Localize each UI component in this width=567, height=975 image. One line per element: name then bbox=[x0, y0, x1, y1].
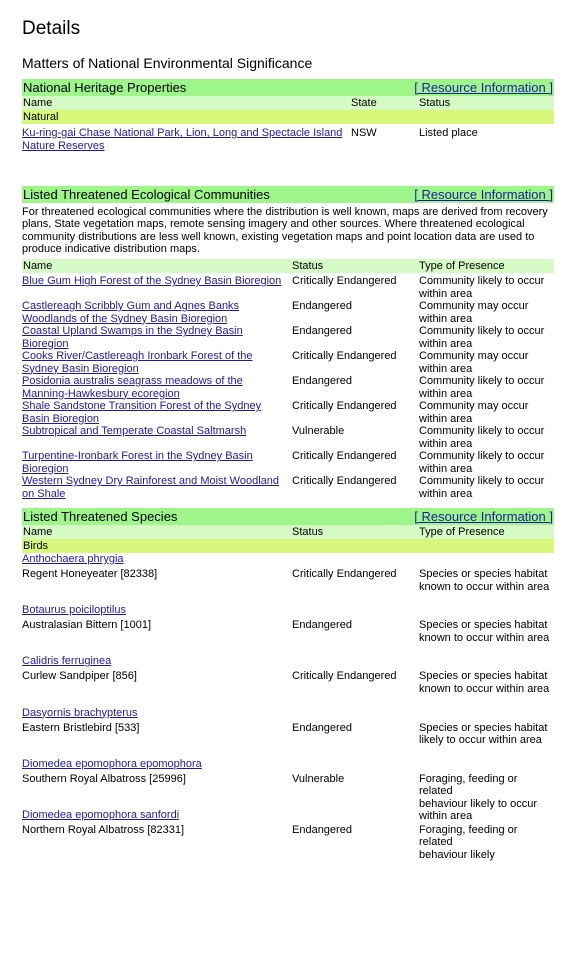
species-common-name: Southern Royal Albatross [25996] bbox=[22, 772, 186, 785]
column-name: Name bbox=[23, 97, 53, 109]
column-type-of-presence: Type of Presence bbox=[419, 526, 505, 538]
table-row bbox=[22, 325, 554, 350]
species-presence: Species or species habitat known to occur within area bbox=[419, 568, 550, 593]
species-header bbox=[22, 508, 554, 525]
column-state: State bbox=[351, 97, 377, 109]
community-link[interactable]: Turpentine-Ironbark Forest in the Sydney Basin Bioregion bbox=[22, 450, 253, 475]
column-name: Name bbox=[23, 260, 53, 273]
community-link[interactable]: Blue Gum High Forest of the Sydney Basin Bioregion bbox=[22, 275, 282, 288]
heritage-column-header bbox=[22, 96, 554, 110]
column-status: Status bbox=[419, 97, 451, 109]
species-entry bbox=[22, 553, 554, 604]
species-status: Critically Endangered bbox=[292, 568, 397, 580]
communities-section bbox=[22, 186, 554, 500]
table-row bbox=[22, 450, 554, 475]
species-common-name: Northern Royal Albatross [82331] bbox=[22, 823, 185, 836]
species-common-name: Curlew Sandpiper [856] bbox=[22, 670, 137, 683]
species-entry bbox=[22, 604, 554, 655]
community-link[interactable]: Posidonia australis seagrass meadows of the Manning-Hawkesbury ecoregion bbox=[22, 375, 243, 400]
species-title: Listed Threatened Species bbox=[23, 509, 178, 524]
communities-resource-link[interactable]: [ Resource Information ] bbox=[414, 187, 553, 202]
species-entry bbox=[22, 809, 554, 860]
community-presence: Community likely to occur within area bbox=[419, 325, 545, 350]
species-status: Critically Endangered bbox=[292, 670, 397, 683]
heritage-resource-link[interactable]: [ Resource Information ] bbox=[414, 80, 553, 95]
species-scientific-link[interactable]: Diomedea epomophora sanfordi bbox=[22, 808, 180, 821]
species-presence: Foraging, feeding or related behaviour likely bbox=[419, 823, 518, 861]
species-entry bbox=[22, 655, 554, 706]
community-link[interactable]: Castlereagh Scribbly Gum and Agnes Banks Woodlands of the Sydney Basin Bioregion bbox=[22, 300, 240, 325]
species-scientific-link[interactable]: Calidris ferruginea bbox=[22, 655, 112, 668]
species-common-name: Australasian Bittern [1001] bbox=[22, 619, 152, 632]
species-rows bbox=[22, 553, 554, 860]
table-row bbox=[22, 400, 554, 425]
heritage-group-natural: Natural bbox=[22, 110, 554, 124]
communities-header bbox=[22, 186, 554, 203]
species-common-name: Eastern Bristlebird [533] bbox=[22, 721, 140, 734]
community-status: Critically Endangered bbox=[292, 475, 397, 488]
communities-description: For threatened ecological communities where the distribution is well known, maps are derived from recovery plans, State vegetation maps, remote sensing imagery and other sources. Where threatened ecological community distributions are less well known, existing vegetation maps and point location data are used to produce indicative distribution maps. bbox=[22, 206, 548, 255]
column-type-of-presence: Type of Presence bbox=[419, 260, 505, 273]
community-link[interactable]: Western Sydney Dry Rainforest and Moist Woodland on Shale bbox=[22, 475, 279, 500]
species-presence: Species or species habitat known to occur within area bbox=[419, 670, 550, 695]
column-name: Name bbox=[23, 526, 53, 538]
species-resource-link[interactable]: [ Resource Information ] bbox=[414, 509, 553, 524]
page-title: Details bbox=[22, 18, 81, 39]
species-status: Endangered bbox=[292, 823, 352, 836]
community-status: Critically Endangered bbox=[292, 350, 397, 363]
species-scientific-link[interactable]: Anthochaera phrygia bbox=[22, 553, 124, 565]
table-row bbox=[22, 127, 554, 157]
table-row bbox=[22, 475, 554, 500]
community-status: Critically Endangered bbox=[292, 400, 397, 413]
table-row bbox=[22, 300, 554, 325]
community-presence: Community likely to occur within area bbox=[419, 275, 545, 300]
heritage-place-link[interactable]: Ku-ring-gai Chase National Park, Lion, Long and Spectacle Island Nature Reserves bbox=[22, 127, 343, 152]
community-status: Vulnerable bbox=[292, 425, 345, 438]
community-link[interactable]: Cooks River/Castlereagh Ironbark Forest of the Sydney Basin Bioregion bbox=[22, 350, 253, 375]
heritage-place-state: NSW bbox=[351, 127, 377, 139]
community-status: Endangered bbox=[292, 325, 352, 338]
species-scientific-link[interactable]: Dasyornis brachypterus bbox=[22, 706, 138, 719]
communities-column-header bbox=[22, 259, 554, 273]
species-section bbox=[22, 508, 554, 860]
community-status: Critically Endangered bbox=[292, 450, 397, 463]
community-link[interactable]: Coastal Upland Swamps in the Sydney Basin Bioregion bbox=[22, 325, 243, 350]
table-row bbox=[22, 275, 554, 300]
species-presence: Foraging, feeding or related behaviour likely to occur within area bbox=[419, 772, 538, 823]
species-group-birds: Birds bbox=[22, 539, 554, 553]
heritage-section bbox=[22, 79, 554, 157]
species-scientific-link[interactable]: Diomedea epomophora epomophora bbox=[22, 757, 202, 770]
species-scientific-link[interactable]: Botaurus poiciloptilus bbox=[22, 604, 126, 617]
heritage-title: National Heritage Properties bbox=[23, 80, 187, 95]
table-row bbox=[22, 425, 554, 450]
species-column-header bbox=[22, 525, 554, 539]
species-presence: Species or species habitat known to occur within area bbox=[419, 619, 550, 644]
page-subtitle: Matters of National Environmental Significance bbox=[22, 55, 313, 71]
table-row bbox=[22, 350, 554, 375]
community-presence: Community likely to occur within area bbox=[419, 375, 545, 400]
community-status: Endangered bbox=[292, 375, 352, 388]
heritage-header bbox=[22, 79, 554, 96]
species-presence: Species or species habitat likely to occur within area bbox=[419, 721, 548, 747]
community-status: Critically Endangered bbox=[292, 275, 397, 288]
species-entry bbox=[22, 707, 554, 758]
species-status: Endangered bbox=[292, 721, 352, 734]
community-link[interactable]: Shale Sandstone Transition Forest of the Sydney Basin Bioregion bbox=[22, 400, 262, 425]
column-status: Status bbox=[292, 526, 324, 538]
communities-title: Listed Threatened Ecological Communities bbox=[23, 187, 270, 202]
community-link[interactable]: Subtropical and Temperate Coastal Saltmarsh bbox=[22, 425, 247, 438]
community-presence: Community likely to occur within area bbox=[419, 450, 545, 475]
community-presence: Community likely to occur within area bbox=[419, 425, 545, 450]
community-presence: Community may occur within area bbox=[419, 400, 529, 425]
column-status: Status bbox=[292, 260, 324, 273]
community-presence: Community may occur within area bbox=[419, 350, 529, 375]
species-status: Vulnerable bbox=[292, 772, 345, 785]
community-presence: Community likely to occur within area bbox=[419, 475, 545, 500]
heritage-place-status: Listed place bbox=[419, 127, 478, 139]
species-common-name: Regent Honeyeater [82338] bbox=[22, 568, 158, 580]
community-status: Endangered bbox=[292, 300, 352, 313]
communities-rows bbox=[22, 275, 554, 500]
species-status: Endangered bbox=[292, 619, 352, 632]
table-row bbox=[22, 375, 554, 400]
community-presence: Community may occur within area bbox=[419, 300, 529, 325]
